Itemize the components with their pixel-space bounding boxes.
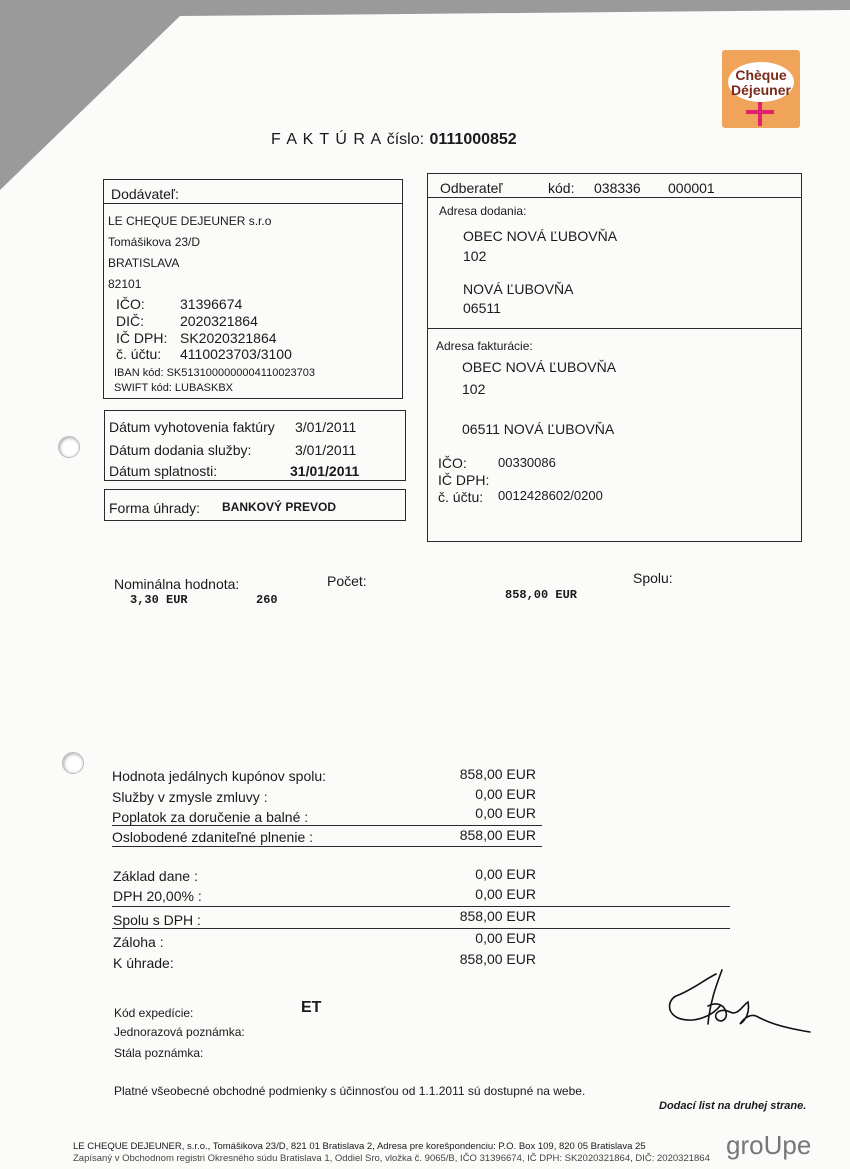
supplier-ucet: 4110023703/3100 <box>180 346 292 362</box>
summary-row-label: Poplatok za doručenie a balné : <box>112 809 309 825</box>
delivery-number: 102 <box>463 248 487 264</box>
date-issued: 3/01/2011 <box>295 419 357 435</box>
customer-ico: 00330086 <box>498 455 556 470</box>
billing-name: OBEC NOVÁ ĽUBOVŇA <box>462 359 617 375</box>
expedition-code: ET <box>301 999 322 1016</box>
customer-ucet: 0012428602/0200 <box>498 488 603 503</box>
count-label: Počet: <box>327 573 367 589</box>
supplier-ico: 31396674 <box>180 296 243 312</box>
delivery-address-label: Adresa dodania: <box>439 204 527 218</box>
count-value: 260 <box>256 593 278 607</box>
one-time-note-label: Jednorazová poznámka: <box>114 1025 245 1039</box>
total-label: Spolu: <box>633 570 673 586</box>
supplier-zip: 82101 <box>108 277 142 291</box>
payment-label: Forma úhrady: <box>109 500 201 516</box>
customer-icdph-label: IČ DPH: <box>438 472 490 488</box>
delivery-note-hint: Dodací list na druhej strane. <box>659 1100 807 1112</box>
customer-kod-label: kód: <box>548 180 575 196</box>
summary-row-value: 858,00 EUR <box>459 827 536 843</box>
expedition-label: Kód expedície: <box>114 1006 194 1020</box>
total-value: 858,00 EUR <box>505 588 578 602</box>
supplier-box <box>103 179 403 399</box>
permanent-note-label: Stála poznámka: <box>114 1046 204 1060</box>
summary-row-value: 0,00 EUR <box>475 930 536 946</box>
summary-row-value: 0,00 EUR <box>475 886 536 902</box>
punch-hole <box>62 752 84 774</box>
supplier-city: BRATISLAVA <box>108 256 180 270</box>
punch-hole <box>58 436 80 458</box>
customer-ico-label: IČO: <box>438 455 467 471</box>
supplier-iban: IBAN kód: SK5131000000004110023703 <box>114 367 316 379</box>
date-issued-label: Dátum vyhotovenia faktúry <box>109 419 275 435</box>
supplier-name: LE CHEQUE DEJEUNER s.r.o <box>108 214 272 228</box>
delivery-zip: 06511 <box>463 300 501 316</box>
summary-row-value: 858,00 EUR <box>459 951 536 967</box>
summary-row-label: Služby v zmysle zmluvy : <box>112 789 268 805</box>
cheque-dejeuner-logo: Chèque Déjeuner <box>722 50 800 128</box>
signature <box>664 966 814 1040</box>
summary-row-value: 858,00 EUR <box>459 766 536 782</box>
nominal-value: 3,30 EUR <box>130 593 188 607</box>
supplier-icdph: SK2020321864 <box>180 330 277 346</box>
supplier-street: Tomášikova 23/D <box>108 235 201 249</box>
customer-kod2: 000001 <box>668 180 715 196</box>
summary-row-value: 858,00 EUR <box>459 908 536 924</box>
payment-value: BANKOVÝ PREVOD <box>222 500 337 514</box>
summary-row-label: Hodnota jedálnych kupónov spolu: <box>112 768 327 784</box>
customer-kod: 038336 <box>594 180 641 196</box>
footer-line-1: LE CHEQUE DEJEUNER, s.r.o., Tomášikova 23/D, 821 01 Bratislava 2, Adresa pre korešpondenciu: P.O. Box 109, 820 05 Bratislava 25 <box>73 1141 646 1152</box>
summary-row-value: 0,00 EUR <box>475 786 536 802</box>
delivery-city: NOVÁ ĽUBOVŇA <box>463 281 574 297</box>
summary-row-label: Záloha : <box>113 934 164 950</box>
billing-address-label: Adresa fakturácie: <box>436 339 533 353</box>
supplier-icdph-label: IČ DPH: <box>116 330 168 346</box>
terms-note: Platné všeobecné obchodné podmienky s účinnosťou od 1.1.2011 sú dostupné na webe. <box>114 1084 586 1098</box>
delivery-name: OBEC NOVÁ ĽUBOVŇA <box>463 228 618 244</box>
date-delivery-label: Dátum dodania služby: <box>109 442 252 458</box>
date-due: 31/01/2011 <box>290 463 360 479</box>
summary-row-value: 0,00 EUR <box>475 866 536 882</box>
nominal-label: Nominálna hodnota: <box>114 576 240 592</box>
date-delivery: 3/01/2011 <box>295 442 357 458</box>
billing-number: 102 <box>462 381 486 397</box>
supplier-swift: SWIFT kód: LUBASKBX <box>114 382 234 394</box>
invoice-number: 0111000852 <box>429 131 517 148</box>
summary-row-label: K úhrade: <box>113 955 174 971</box>
customer-label: Odberateľ <box>440 180 503 196</box>
date-due-label: Dátum splatnosti: <box>109 463 218 479</box>
billing-city: 06511 NOVÁ ĽUBOVŇA <box>462 421 615 437</box>
groupe-logo: groUpe <box>726 1130 812 1160</box>
footer-line-2: Zapísaný v Obchodnom registri Okresného súdu Bratislava 1, Oddiel Sro, vložka č. 9065/B, IČO 31396674, IČ DPH: SK2020321864, DIČ: 2020321864 <box>73 1153 710 1164</box>
customer-ucet-label: č. účtu: <box>438 489 484 505</box>
supplier-ico-label: IČO: <box>116 296 145 312</box>
supplier-label: Dodávateľ: <box>111 186 179 202</box>
summary-row-value: 0,00 EUR <box>475 805 536 821</box>
summary-row-label: Základ dane : <box>113 868 198 884</box>
summary-row-label: Oslobodené zdaniteľné plnenie : <box>112 829 314 845</box>
supplier-ucet-label: č. účtu: <box>116 346 162 362</box>
supplier-dic: 2020321864 <box>180 313 258 329</box>
invoice-title: F A K T Ú R A číslo: 0111000852 <box>271 131 517 148</box>
summary-row-label: DPH 20,00% : <box>113 888 202 904</box>
summary-row-label: Spolu s DPH : <box>113 912 201 928</box>
supplier-dic-label: DIČ: <box>116 313 144 329</box>
